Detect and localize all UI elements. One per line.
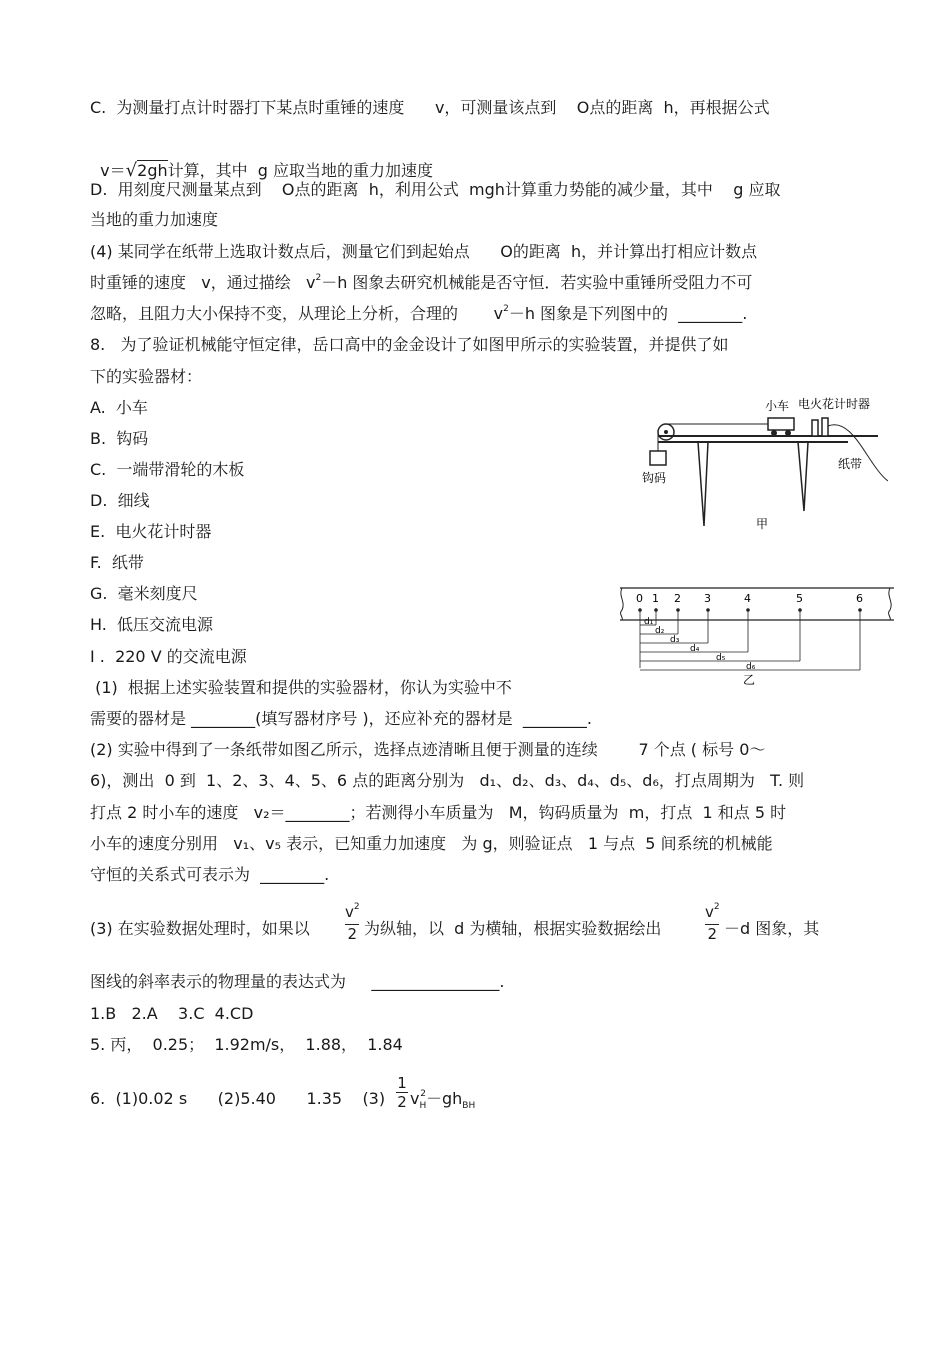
q4-line2-a: 时重锤的速度 v，通过描绘 v — [90, 273, 316, 292]
q4-line2-c: －h 图象去研究机械能是否守恒．若实验中重锤所受阻力不可 — [321, 273, 753, 292]
q2-line2: 6)，测出 0 到 1、2、3、4、5、6 点的距离分别为 d₁、d₂、d₃、d₄、d₅、d₆，打点周期为 T. 则 — [90, 771, 805, 790]
caption-yi: 乙 — [743, 673, 756, 687]
item-e: E. 电火花计时器 — [90, 522, 212, 541]
tape-tick-label: 5 — [796, 592, 803, 605]
sqrt-sign: √ — [125, 160, 138, 181]
option-c-line1: C. 为测量打点计时器打下某点时重锤的速度 v，可测量该点到 O点的距离 h，再根据公式 — [90, 98, 770, 117]
formula-v-eq: v＝ — [100, 161, 126, 180]
item-f: F. 纸带 — [90, 553, 144, 572]
option-c-line2 — [90, 141, 433, 181]
q2-line3: 打点 2 时小车的速度 v₂＝________；若测得小车质量为 M，钩码质量为 m，打点 1 和点 5 时 — [90, 803, 787, 822]
tape-tick-label: 6 — [856, 592, 863, 605]
answer-5: 5. 丙， 0.25； 1.92m/s， 1.88， 1.84 — [90, 1035, 403, 1054]
fraction-v2-over-2-b: $v^2$ 2 — [705, 902, 720, 943]
item-d: D. 细线 — [90, 491, 150, 510]
q4-line2 — [90, 273, 752, 296]
option-d-line1: D. 用刻度尺测量某点到 O点的距离 h，利用公式 mgh计算重力势能的减少量，其中 g 应取 — [90, 180, 781, 199]
option-c-line2-rest: 计算，其中 g 应取当地的重力加速度 — [167, 161, 434, 180]
q2-line5: 守恒的关系式可表示为 ________. — [90, 865, 330, 884]
q3-line1-b: 为纵轴，以 d 为横轴，根据实验数据绘出 — [364, 919, 662, 938]
item-i: I . 220 V 的交流电源 — [90, 647, 247, 666]
q2-line1: (2) 实验中得到了一条纸带如图乙所示，选择点迹清晰且便于测量的连续 7 个点 ( 标号 0～ — [90, 740, 766, 759]
label-car: 小车 — [765, 399, 790, 413]
tape-tick-label: 1 — [652, 592, 659, 605]
item-a: A. 小车 — [90, 398, 148, 417]
distance-label: d₄ — [690, 644, 700, 654]
distance-label: d₃ — [670, 635, 680, 645]
q4-line3-sup: 2 — [503, 304, 509, 314]
q8-line2: 下的实验器材： — [90, 367, 203, 386]
tape-tick-label: 3 — [704, 592, 711, 605]
answer-6-a: 6. (1)0.02 s (2)5.40 1.35 (3) — [90, 1089, 386, 1108]
figure-apparatus — [638, 396, 888, 536]
q4-line3-c: －h 图象是下列图中的 ________. — [508, 304, 748, 323]
q4-line3 — [90, 304, 747, 327]
answer-6-fraction: 1 2 — [397, 1074, 407, 1111]
q4-line2-sup: 2 — [315, 273, 322, 283]
figure-tape — [618, 584, 896, 690]
sqrt-radicand: 2gh — [137, 161, 168, 180]
answers-1-4: 1.B 2.A 3.C 4.CD — [90, 1004, 254, 1023]
caption-jia: 甲 — [756, 517, 769, 531]
q3-line1-c: －d 图象，其 — [724, 919, 820, 938]
distance-label: d₆ — [746, 662, 756, 672]
distance-label: d₂ — [655, 626, 665, 636]
q3-line1-a: (3) 在实验数据处理时，如果以 — [90, 919, 310, 938]
label-tape: 纸带 — [838, 457, 863, 471]
option-d-line2: 当地的重力加速度 — [90, 210, 219, 229]
q4-line3-a: 忽略，且阻力大小保持不变，从理论上分析，合理的 v — [90, 304, 504, 323]
fraction-v2-over-2-a: $v^2$ 2 — [345, 902, 360, 943]
q1-line1: (1) 根据上述实验装置和提供的实验器材，你认为实验中不 — [90, 678, 512, 697]
q3-line2: 图线的斜率表示的物理量的表达式为 ________________. — [90, 972, 505, 991]
label-timer: 电火花计时器 — [798, 397, 871, 411]
answer-6-b: $v_H^2-gh_{BH}$ — [410, 1089, 476, 1111]
q4-line1: (4) 某同学在纸带上选取计数点后，测量它们到起始点 O的距离 h，并计算出打相应计数点 — [90, 242, 758, 261]
label-weight: 钩码 — [642, 471, 667, 485]
tape-tick-label: 2 — [674, 592, 681, 605]
item-c: C. 一端带滑轮的木板 — [90, 460, 245, 479]
item-b: B. 钩码 — [90, 429, 149, 448]
item-h: H. 低压交流电源 — [90, 615, 214, 634]
q1-line2: 需要的器材是 ________(填写器材序号 )，还应补充的器材是 ________. — [90, 709, 592, 728]
q2-line4: 小车的速度分别用 v₁、v₅ 表示，已知重力加速度 为 g，则验证点 1 与点 5 间系统的机械能 — [90, 834, 773, 853]
tape-tick-label: 0 — [636, 592, 643, 605]
distance-label: d₁ — [644, 617, 654, 627]
distance-label: d₅ — [716, 653, 726, 663]
item-g: G. 毫米刻度尺 — [90, 584, 198, 603]
q8-line1: 8. 为了验证机械能守恒定律，岳口高中的金金设计了如图甲所示的实验装置，并提供了如 — [90, 335, 729, 354]
tape-tick-label: 4 — [744, 592, 751, 605]
